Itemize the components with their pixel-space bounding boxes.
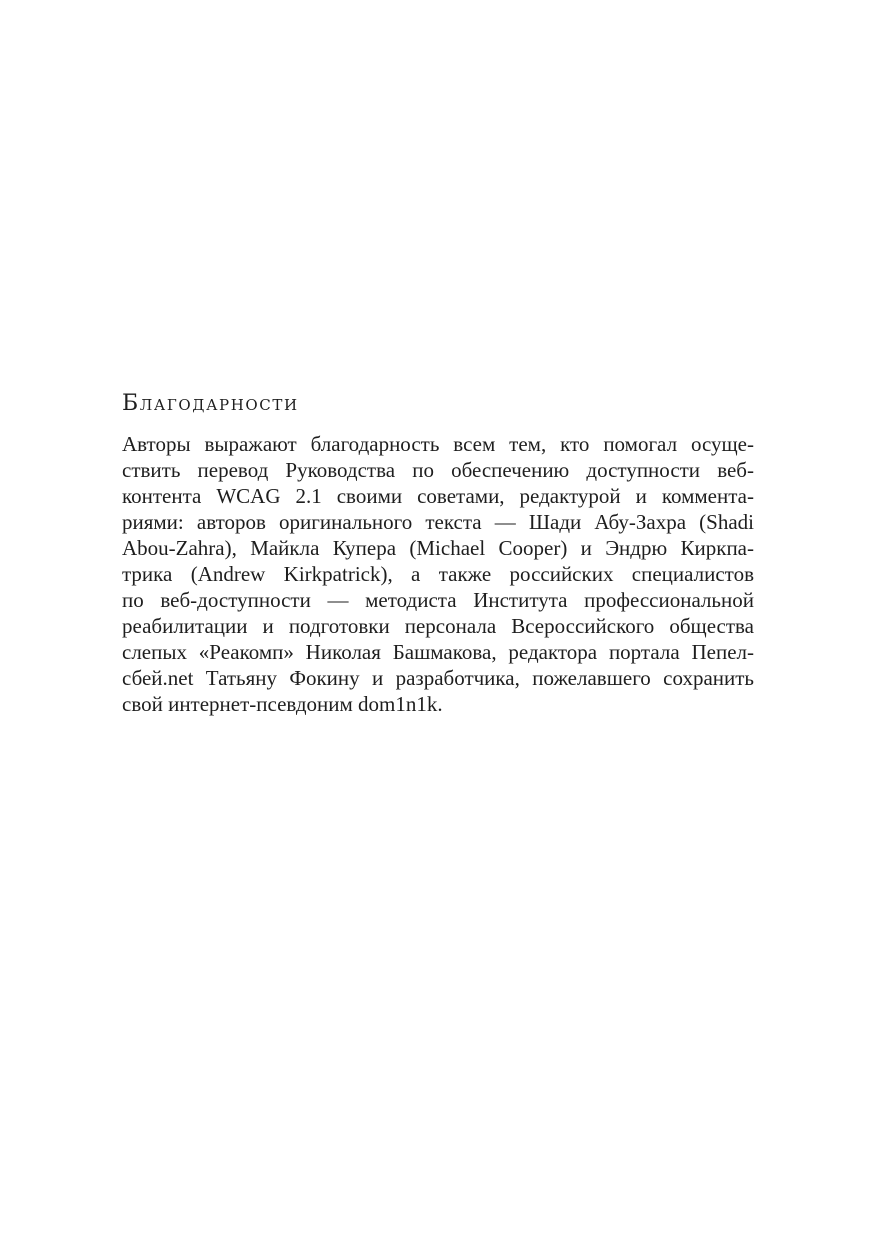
paragraph-line: по веб-доступности — методиста Института профессиональной xyxy=(122,588,754,612)
section-heading: Благодарности xyxy=(122,391,299,416)
acknowledgements-section xyxy=(122,388,754,717)
paragraph-line: трика (Andrew Kirkpatrick), а также российских специалистов xyxy=(122,562,754,586)
paragraph-line: сбей.net Татьяну Фокину и разработчика, пожелавшего сохранить xyxy=(122,666,754,690)
paragraph-line: слепых «Реакомп» Николая Башмакова, редактора портала Пепел- xyxy=(122,640,754,664)
paragraph-line: контента WCAG 2.1 своими советами, редактурой и коммента- xyxy=(122,484,754,508)
paragraph-line: Abou-Zahra), Майкла Купера (Michael Cooper) и Эндрю Киркпа- xyxy=(122,536,754,560)
paragraph-line: риями: авторов оригинального текста — Шади Абу-Захра (Shadi xyxy=(122,510,754,534)
paragraph-line: свой интернет-псевдоним dom1n1k. xyxy=(122,692,443,716)
paragraph-line: Авторы выражают благодарность всем тем, кто помогал осуще- xyxy=(122,432,754,456)
acknowledgements-paragraph xyxy=(122,431,754,717)
paragraph-line: ствить перевод Руководства по обеспечению доступности веб- xyxy=(122,458,754,482)
paragraph-line: реабилитации и подготовки персонала Всероссийского общества xyxy=(122,614,754,638)
